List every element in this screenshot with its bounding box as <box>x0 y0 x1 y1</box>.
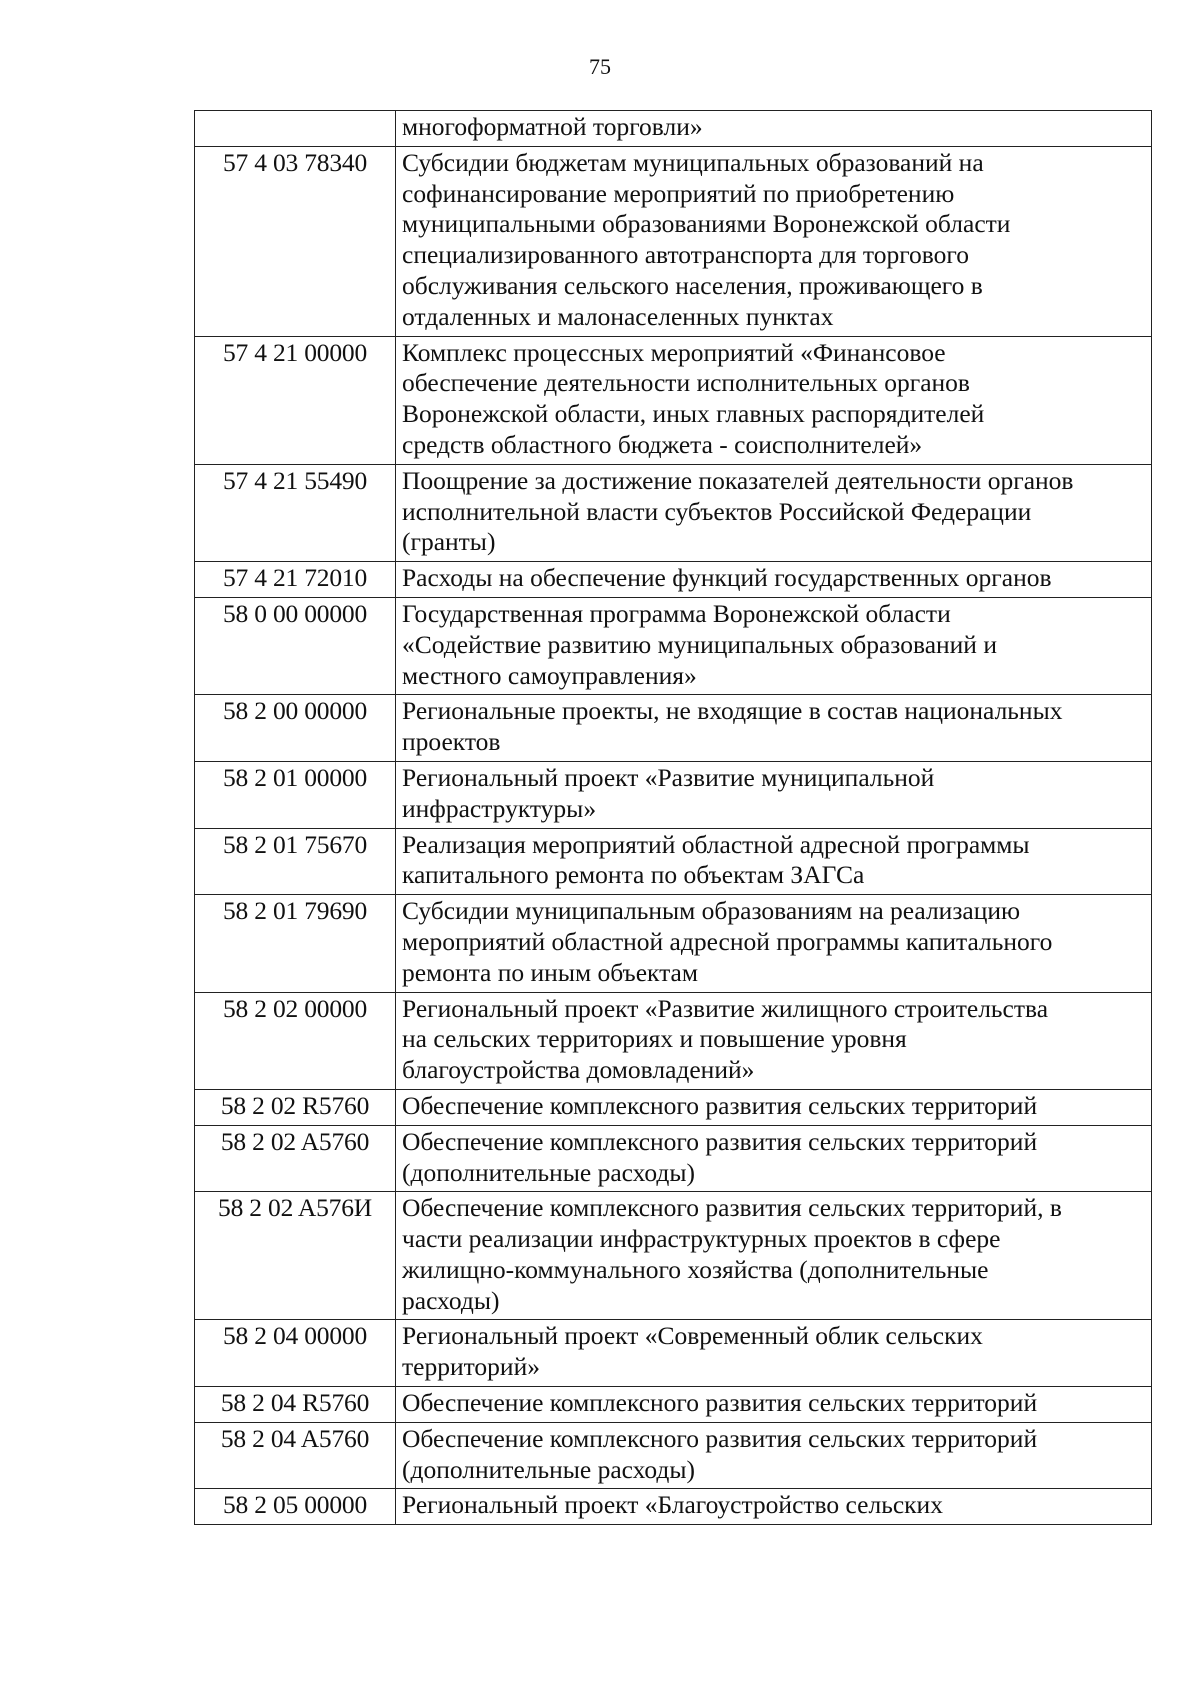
table-row <box>195 336 1152 464</box>
row-code-cell: 58 2 04 R5760 <box>195 1387 396 1423</box>
row-description-cell: Региональный проект «Благоустройство сельских <box>396 1489 1152 1525</box>
table-row <box>195 1320 1152 1387</box>
budget-classification-table <box>194 110 1152 1525</box>
row-description-cell: многоформатной торговли» <box>396 111 1152 147</box>
table-row <box>195 597 1152 694</box>
row-code-cell: 58 2 02 R5760 <box>195 1089 396 1125</box>
row-description-cell: Региональный проект «Современный облик сельских территорий» <box>396 1320 1152 1387</box>
table-row <box>195 992 1152 1089</box>
row-description-cell: Обеспечение комплексного развития сельских территорий <box>396 1387 1152 1423</box>
table-body <box>195 111 1152 1525</box>
row-code-cell: 58 2 02 00000 <box>195 992 396 1089</box>
row-description-cell: Расходы на обеспечение функций государственных органов <box>396 562 1152 598</box>
table-row <box>195 1192 1152 1320</box>
table-row <box>195 1125 1152 1192</box>
table-row <box>195 895 1152 992</box>
row-description-cell: Государственная программа Воронежской области «Содействие развитию муниципальных образований и местного самоуправления» <box>396 597 1152 694</box>
row-description-cell: Комплекс процессных мероприятий «Финансовое обеспечение деятельности исполнительных органов Воронежской области, иных главных распорядителей средств областного бюджета - соисполнителей» <box>396 336 1152 464</box>
table-row <box>195 464 1152 561</box>
table-row <box>195 695 1152 762</box>
row-code-cell: 58 2 04 00000 <box>195 1320 396 1387</box>
row-description-cell: Региональные проекты, не входящие в состав национальных проектов <box>396 695 1152 762</box>
row-description-cell: Обеспечение комплексного развития сельских территорий <box>396 1089 1152 1125</box>
row-description-cell: Обеспечение комплексного развития сельских территорий (дополнительные расходы) <box>396 1422 1152 1489</box>
row-description-cell: Субсидии бюджетам муниципальных образований на софинансирование мероприятий по приобретению муниципальными образованиями Воронежской области специализированного автотранспорта для торгового обслуживания сельского населения, проживающего в отдаленных и малонаселенных пунктах <box>396 146 1152 336</box>
table-row <box>195 111 1152 147</box>
table-row <box>195 1089 1152 1125</box>
row-code-cell: 57 4 21 55490 <box>195 464 396 561</box>
row-code-cell: 57 4 21 72010 <box>195 562 396 598</box>
table-row <box>195 1422 1152 1489</box>
row-description-cell: Региональный проект «Развитие муниципальной инфраструктуры» <box>396 761 1152 828</box>
row-code-cell: 58 2 04 A5760 <box>195 1422 396 1489</box>
row-code-cell: 57 4 21 00000 <box>195 336 396 464</box>
row-code-cell: 58 2 01 79690 <box>195 895 396 992</box>
table-row <box>195 146 1152 336</box>
table-row <box>195 1489 1152 1525</box>
row-description-cell: Субсидии муниципальным образованиям на реализацию мероприятий областной адресной программы капитального ремонта по иным объектам <box>396 895 1152 992</box>
row-code-cell: 58 2 01 75670 <box>195 828 396 895</box>
row-description-cell: Региональный проект «Развитие жилищного строительства на сельских территориях и повышение уровня благоустройства домовладений» <box>396 992 1152 1089</box>
row-description-cell: Обеспечение комплексного развития сельских территорий, в части реализации инфраструктурных проектов в сфере жилищно-коммунального хозяйства (дополнительные расходы) <box>396 1192 1152 1320</box>
row-code-cell: 58 2 02 A5760 <box>195 1125 396 1192</box>
row-code-cell: 58 2 05 00000 <box>195 1489 396 1525</box>
row-code-cell: 57 4 03 78340 <box>195 146 396 336</box>
row-code-cell: 58 2 01 00000 <box>195 761 396 828</box>
table-row <box>195 562 1152 598</box>
table-row <box>195 1387 1152 1423</box>
row-code-cell: 58 0 00 00000 <box>195 597 396 694</box>
row-code-cell: 58 2 02 A576И <box>195 1192 396 1320</box>
row-description-cell: Обеспечение комплексного развития сельских территорий (дополнительные расходы) <box>396 1125 1152 1192</box>
row-description-cell: Поощрение за достижение показателей деятельности органов исполнительной власти субъектов Российской Федерации (гранты) <box>396 464 1152 561</box>
row-code-cell: 58 2 00 00000 <box>195 695 396 762</box>
page-number: 75 <box>589 54 611 79</box>
row-description-cell: Реализация мероприятий областной адресной программы капитального ремонта по объектам ЗАГСа <box>396 828 1152 895</box>
table-row <box>195 761 1152 828</box>
table-row <box>195 828 1152 895</box>
row-code-cell <box>195 111 396 147</box>
